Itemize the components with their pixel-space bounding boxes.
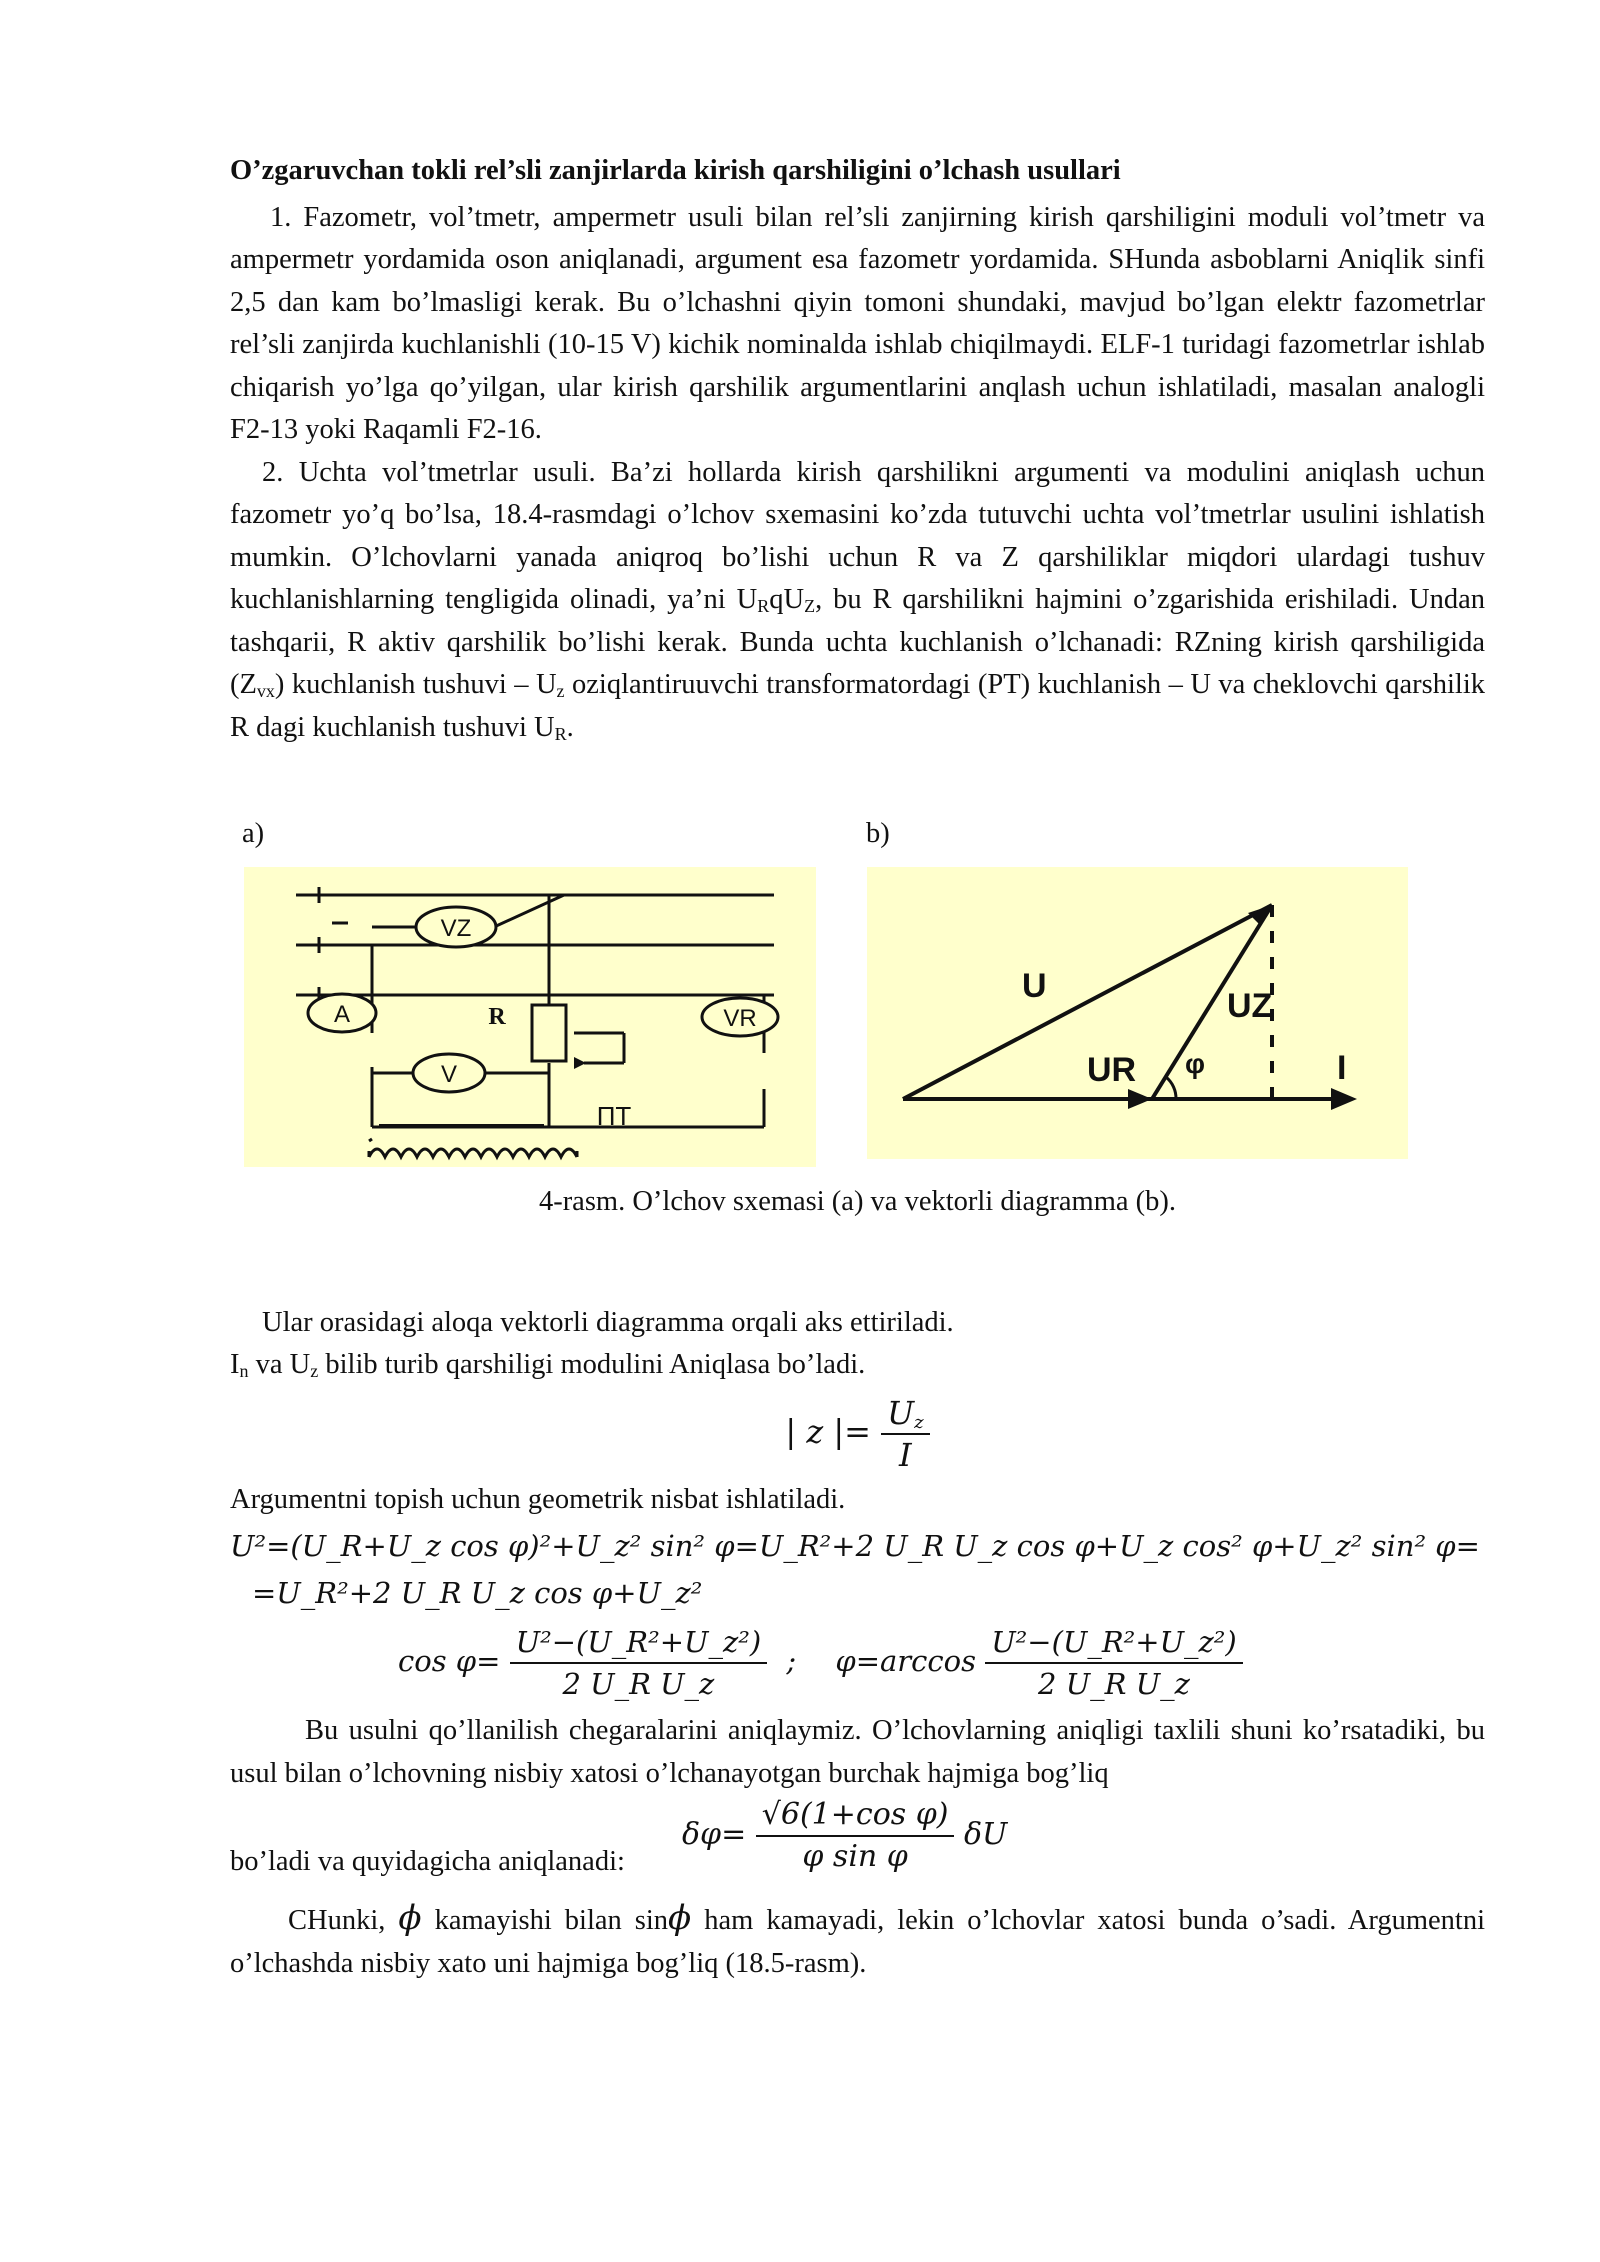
- figure-label-a: a): [242, 818, 265, 849]
- vector-diagram: [867, 867, 1408, 1159]
- circuit-label-a: A: [333, 1001, 351, 1028]
- document-page: [230, 150, 1485, 1985]
- error-equation-row: [230, 1795, 1485, 1885]
- equation-line-2: =U_R²+2 U_R U_z cos φ+U_z²: [252, 1575, 703, 1610]
- circuit-label-pt: ПТ: [596, 1101, 632, 1131]
- paragraph-7: bo’ladi va quyidagicha aniqlanadi:: [230, 1846, 625, 1877]
- vector-label-u: U: [1022, 967, 1047, 1005]
- paragraph-4: $I_n$ va $U_z$ bilib turib qarshiligi modulini Aniqlasa bo’ladi.: [230, 1349, 866, 1381]
- vector-label-uz: UZ: [1227, 987, 1273, 1025]
- circuit-label-vz: VZ: [440, 915, 472, 942]
- figure-row: [230, 867, 1485, 1167]
- equation-line-1: U²=(U_R+U_z cos φ)²+U_z² sin² φ=U_R²+2 U_R U_z cos φ+U_z cos² φ+U_z² sin² φ=: [230, 1529, 1480, 1563]
- equation-error: δφ= $\frac{\text{√6(1+cos φ)}}{\text{φ sin φ}}$ δU: [682, 1797, 1008, 1874]
- circuit-label-r: R: [488, 1004, 506, 1030]
- figure-labels: [230, 807, 1485, 867]
- circuit-label-vr: VR: [723, 1005, 757, 1032]
- equation-modulus: | z |= $\frac{U_z}{I}$: [230, 1393, 1485, 1475]
- document-title: O’zgaruvchan tokli rel’sli zanjirlarda kirish qarshiligini o’lchash usullari: [230, 155, 1121, 186]
- phi-symbol: ϕ: [398, 1898, 422, 1938]
- circuit-diagram: [244, 867, 816, 1167]
- paragraph-5: Argumentni topish uchun geometrik nisbat ishlatiladi.: [230, 1483, 846, 1515]
- vector-label-ur: UR: [1087, 1051, 1137, 1089]
- vector-label-phi: φ: [1185, 1048, 1206, 1079]
- paragraph-6: Bu usulni qo’llanilish chegaralarini aniqlaymiz. O’lchovlarning aniqligi taxlili shuni ko’rsatadiki, bu usul bilan o’lchovning nisbiy xatosi o’lchanayotgan burchak hajmiga bog’liq: [230, 1715, 1485, 1789]
- paragraph-2: 2. Uchta vol’tmetrlar usuli. Ba’zi hollarda kirish qarshilikni argumenti va modulini aniqlash uchun fazometr yo’q bo’lsa, 18.4-rasmdagi o’lchov sxemasini ko’zda tutuvchi uchta vol’tmetrlar usulini ishlatish mumkin. O’lchovlarni yanada aniqroq bo’lishi uchun R va Z qarshiliklar miqdori ulardagi tushuv kuchlanishlarning tengligida olinadi, ya’ni $U_RqU_Z$, bu R qarshilikni hajmini o’zgarishida erishiladi. Undan tashqarii, R aktiv qarshilik bo’lishi kerak. Bunda uchta kuchlanish o’lchanadi: RZning kirish qarshiligida $(Z_{vx})$ kuchlanish tushuvi – $U_z$ oziqlantiruuvchi transformatordagi (PT) kuchlanish – U va cheklovchi qarshilik R dagi kuchlanish tushuvi $U_R$.: [230, 456, 1485, 744]
- figure-caption: 4-rasm. O’lchov sxemasi (a) va vektorli diagramma (b).: [538, 1186, 1177, 1217]
- circuit-label-v: V: [440, 1061, 458, 1088]
- equation-cos-phi: cos φ= $\frac{\text{U²−(U\_R²+U\_z²)}}{\text{2 U\_R U\_z}}$ ; φ=arccos $\frac{\text{U²−(U\_R²+U\_z²)}}{\text{2 U\_R U\_z}}$: [398, 1622, 1485, 1704]
- phi-symbol: ϕ: [668, 1898, 692, 1938]
- figure-label-b: b): [866, 818, 890, 849]
- paragraph-8: CHunki, ϕ kamayishi bilan sinϕ ham kamayadi, lekin o’lchovlar xatosi bunda o’sadi. Argumentni o’lchashda nisbiy xato uni hajmiga bog’liq (18.5-rasm).: [230, 1898, 1485, 1979]
- vector-label-i: I: [1337, 1049, 1347, 1087]
- paragraph-3: Ular orasidagi aloqa vektorli diagramma orqali aks ettiriladi.: [262, 1306, 954, 1338]
- paragraph-1: 1. Fazometr, vol’tmetr, ampermetr usuli bilan rel’sli zanjirning kirish qarshiligini moduli vol’tmetr va ampermetr yordamida oson aniqlanadi, argument esa fazometr yordamida. SHunda asboblarni Aniqlik sinfi 2,5 dan kam bo’lmasligi kerak. Bu o’lchashni qiyin tomoni shundaki, mavjud bo’lgan elektr fazometrlar rel’sli zanjirda kuchlanishli (10-15 V) kichik nominalda ishlab chiqilmaydi. ELF-1 turidagi fazometrlar ishlab chiqarish yo’lga qo’yilgan, ular kirish qarshilik argumentlarini anqlash uchun ishlatiladi, masalan analogli F2-13 yoki Raqamli F2-16.: [230, 201, 1485, 445]
